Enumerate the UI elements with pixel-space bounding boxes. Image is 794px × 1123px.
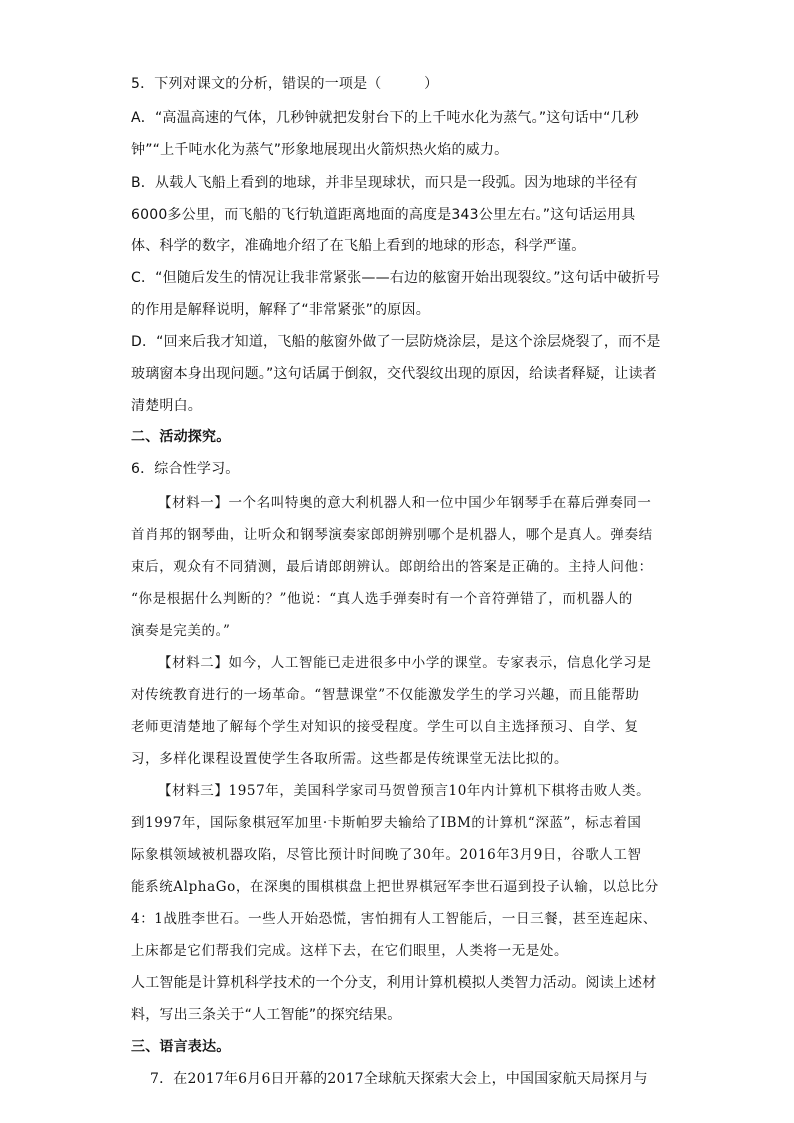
material1-line5: 演奏是完美的。”	[131, 623, 231, 639]
material1-line2: 首肖邦的钢琴曲，让听众和钢琴演奏家郎朗辨别哪个是机器人，哪个是真人。弹奏结	[131, 527, 653, 543]
q7-stem: 7．在2017年6月6日开幕的2017全球航天探索大会上，中国国家航天局探月与	[150, 1071, 648, 1087]
q5-option-d-line3: 清楚明白。	[131, 398, 202, 414]
q5-option-d-line1: D．“回来后我才知道，飞船的舷窗外做了一层防烧涂层，是这个涂层烧裂了，而不是	[131, 334, 661, 350]
q5-option-a-line1: A．“高温高速的气体，几秒钟就把发射台下的上千吨水化为蒸气。”这句话中“几秒	[131, 110, 639, 126]
material2-line4: 习，多样化课程设置使学生各取所需。这些都是传统课堂无法比拟的。	[131, 751, 569, 767]
section-2-title: 二、活动探究。	[131, 429, 231, 445]
q5-option-c-line1: C．“但随后发生的情况让我非常紧张——右边的舷窗开始出现裂纹。”这句话中破折号	[131, 270, 661, 286]
q5-option-c-line2: 的作用是解释说明，解释了“非常紧张”的原因。	[131, 302, 430, 318]
material3-line5: 4：1战胜李世石。一些人开始恐慌，害怕拥有人工智能后，一日三餐，甚至连起床、	[131, 911, 657, 927]
material3-line4: 能系统AlphaGo，在深奥的围棋棋盘上把世界棋冠军李世石逼到投子认输，以总比分	[131, 879, 659, 895]
material1-line3: 束后，观众有不同猜测，最后请郎朗辨认。郎朗给出的答案是正确的。主持人问他：	[131, 559, 653, 575]
q6-task-line1: 人工智能是计算机科学技术的一个分支，利用计算机模拟人类智力活动。阅读上述材	[131, 975, 657, 991]
q6-task-line2: 料，写出三条关于“人工智能”的探究结果。	[131, 1007, 402, 1023]
q5-option-b-line2: 6000多公里，而飞船的飞行轨道距离地面的高度是343公里左右。”这句话运用具	[131, 207, 636, 223]
section-3-title: 三、语言表达。	[131, 1039, 231, 1055]
q5-option-a-line2: 钟”“上千吨水化为蒸气”形象地展现出火箭炽热火焰的威力。	[131, 142, 509, 158]
material2-line3: 老师更清楚地了解每个学生对知识的接受程度。学生可以自主选择预习、自学、复	[131, 719, 639, 735]
material3-line2: 到1997年，国际象棋冠军加里·卡斯帕罗夫输给了IBM的计算机“深蓝”，标志着国	[131, 815, 642, 831]
q5-option-d-line2: 玻璃窗本身出现问题。”这句话属于倒叙，交代裂纹出现的原因，给读者释疑，让读者	[131, 366, 657, 382]
material2-line1: 【材料二】如今，人工智能已走进很多中小学的课堂。专家表示，信息化学习是	[158, 655, 652, 671]
q5-stem: 5．下列对课文的分析，错误的一项是（ ）	[131, 76, 439, 92]
q5-option-b-line1: B．从载人飞船上看到的地球，并非呈现球状，而只是一段弧。因为地球的半径有	[131, 175, 638, 191]
material3-line6: 上床都是它们帮我们完成。这样下去，在它们眼里，人类将一无是处。	[131, 943, 569, 959]
q5-option-b-line3: 体、科学的数字，准确地介绍了在飞船上看到的地球的形态，科学严谨。	[131, 238, 586, 254]
material1-line4: “你是根据什么判断的？”他说：“真人选手弹奏时有一个音符弹错了，而机器人的	[131, 591, 633, 607]
material3-line3: 际象棋领域被机器攻陷，尽管比预计时间晚了30年。2016年3月9日，谷歌人工智	[131, 847, 642, 863]
material1-line1: 【材料一】一个名叫特奥的意大利机器人和一位中国少年钢琴手在幕后弹奏同一	[158, 495, 652, 511]
q6-stem: 6．综合性学习。	[131, 461, 240, 477]
material3-line1: 【材料三】1957年，美国科学家司马贺曾预言10年内计算机下棋将击败人类。	[158, 783, 651, 799]
material2-line2: 对传统教育进行的一场革命。“智慧课堂”不仅能激发学生的学习兴趣，而且能帮助	[131, 687, 640, 703]
